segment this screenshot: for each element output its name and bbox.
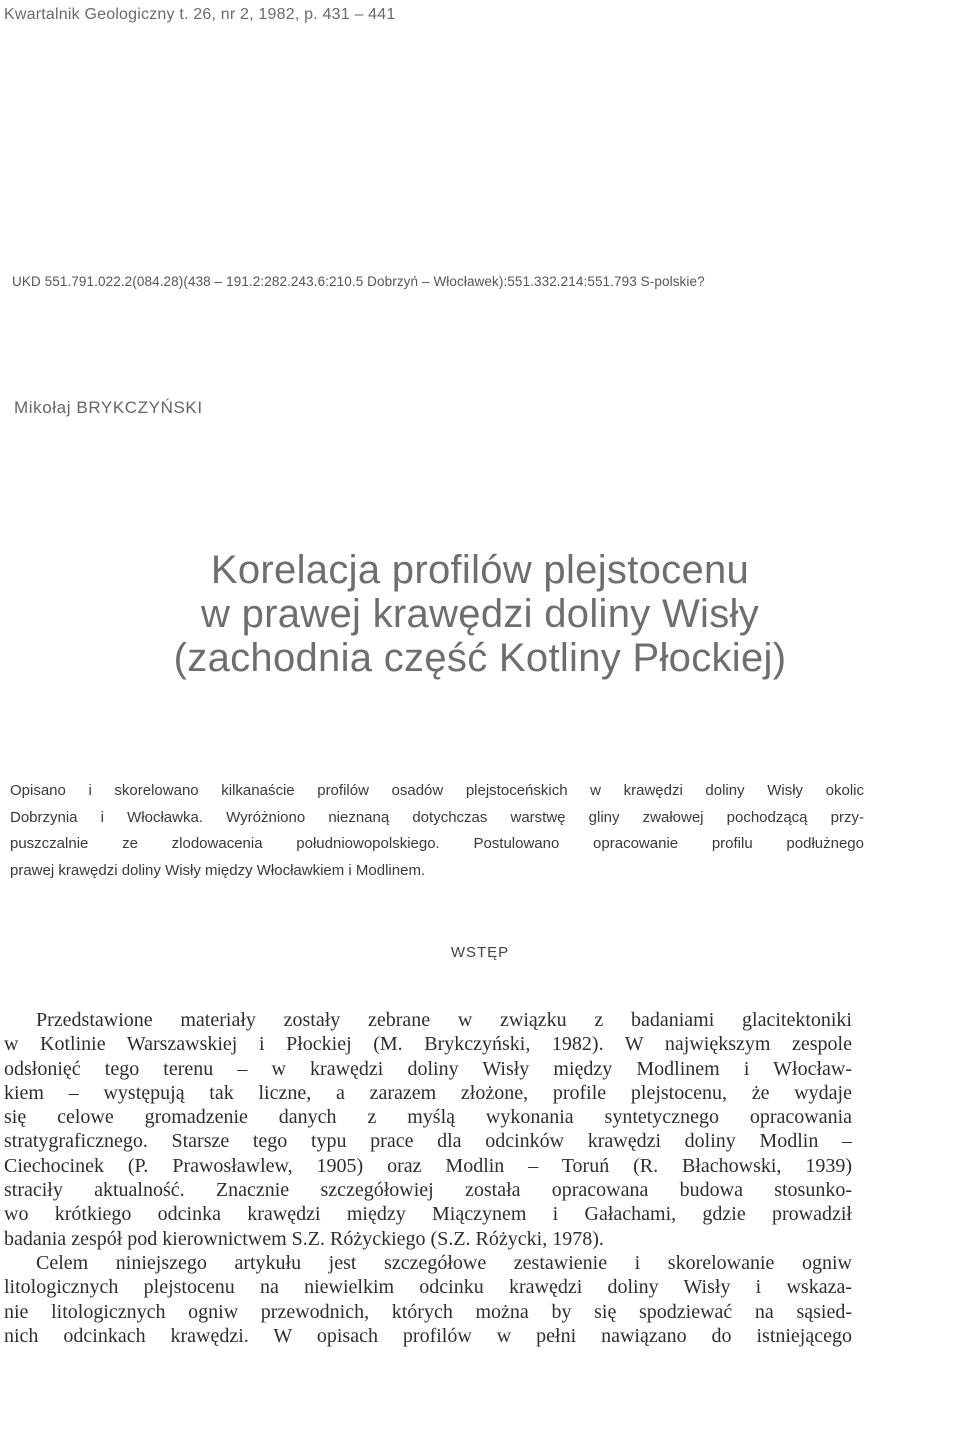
- abstract-line: Dobrzynia i Włocławka. Wyróżniono nieznaną dotychczas warstwę gliny zwałowej pochodzącą przy-: [10, 808, 864, 826]
- body-line: stratygraficznego. Starsze tego typu prace dla odcinków krawędzi doliny Modlin –: [4, 1130, 852, 1153]
- body-line: Celem niniejszego artykułu jest szczegółowe zestawienie i skorelowanie ogniw: [36, 1251, 852, 1274]
- author-name: Mikołaj BRYKCZYŃSKI: [14, 398, 203, 417]
- body-line: badania zespół pod kierownictwem S.Z. Różyckiego (S.Z. Różycki, 1978).: [4, 1227, 604, 1250]
- title-line: (zachodnia część Kotliny Płockiej): [173, 636, 787, 680]
- body-line: nie litologicznych ogniw przewodnich, których można by się spodziewać na sąsied-: [4, 1300, 852, 1323]
- title-line: w prawej krawędzi doliny Wisły: [200, 592, 760, 636]
- title-line: Korelacja profilów plejstocenu: [210, 548, 750, 592]
- body-line: straciły aktualność. Znacznie szczegółowiej została opracowana budowa stosunko-: [4, 1179, 852, 1202]
- journal-header: Kwartalnik Geologiczny t. 26, nr 2, 1982, p. 431 – 441: [4, 6, 396, 23]
- abstract: [10, 778, 864, 884]
- section-heading: WSTĘP: [450, 944, 510, 961]
- abstract-line: prawej krawędzi doliny Wisły między Włocławkiem i Modlinem.: [10, 861, 426, 879]
- body-line: wo krótkiego odcinka krawędzi między Miączynem i Gałachami, gdzie prowadził: [4, 1203, 852, 1226]
- abstract-line: puszczalnie ze zlodowacenia południowopolskiego. Postulowano opracowanie profilu podłużnego: [10, 835, 864, 852]
- abstract-line: Opisano i skorelowano kilkanaście profilów osadów plejstoceńskich w krawędzi doliny Wisły okolic: [10, 782, 864, 799]
- body-line: litologicznych plejstocenu na niewielkim odcinku krawędzi doliny Wisły i wskaza-: [4, 1276, 852, 1299]
- udc-classification: UKD 551.791.022.2(084.28)(438 – 191.2:282.243.6:210.5 Dobrzyń – Włocławek):551.332.214:551.793 S-polskie?: [12, 274, 705, 289]
- body-line: w Kotlinie Warszawskiej i Płockiej (M. Brykczyński, 1982). W największym zespole: [4, 1033, 852, 1056]
- body-line: odsłonięć tego terenu – w krawędzi doliny Wisły między Modlinem i Włocław-: [4, 1057, 852, 1080]
- body-line: się celowe gromadzenie danych z myślą wykonania syntetycznego opracowania: [4, 1106, 852, 1129]
- body-line: kiem – występują tak liczne, a zarazem złożone, profile plejstocenu, że wydaje: [4, 1081, 852, 1104]
- body-line: nich odcinkach krawędzi. W opisach profilów w pełni nawiązano do istniejącego: [4, 1324, 852, 1347]
- body-line: Ciechocinek (P. Prawosławlew, 1905) oraz Modlin – Toruń (R. Błachowski, 1939): [4, 1154, 852, 1177]
- body-line: Przedstawione materiały zostały zebrane w związku z badaniami glacitektoniki: [36, 1009, 852, 1031]
- body-text: [4, 1008, 852, 1348]
- article-title: [0, 548, 960, 680]
